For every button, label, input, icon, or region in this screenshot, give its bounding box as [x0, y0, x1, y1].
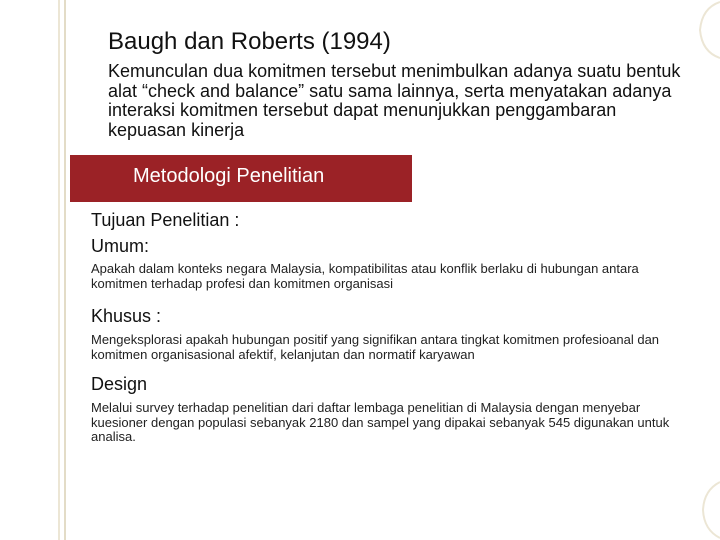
banner-title: Metodologi Penelitian — [133, 165, 325, 187]
border-line-inner — [64, 0, 66, 540]
umum-label: Umum: — [91, 236, 149, 256]
intro-paragraph: Kemunculan dua komitmen tersebut menimbulkan adanya suatu bentuk alat “check and balance” satu sama lainnya, serta menyatakan adanya interaksi komitmen tersebut dapat menunjukkan penggambaran kepuasan kinerja — [108, 61, 681, 140]
corner-ornament-bottom-right-icon — [694, 480, 720, 540]
border-line-outer — [58, 0, 60, 540]
section-banner — [70, 155, 412, 202]
design-text: Melalui survey terhadap penelitian dari daftar lembaga penelitian di Malaysia dengan menyebar kuesioner dengan populasi sebanyak 2180 dan sampel yang dipakai sebanyak 545 digunakan untuk analisa. — [91, 400, 670, 444]
slide-heading: Baugh dan Roberts (1994) — [108, 28, 391, 55]
corner-ornament-top-right-icon — [694, 0, 720, 60]
decorative-left-border — [58, 0, 70, 540]
design-label: Design — [91, 374, 148, 394]
tujuan-label: Tujuan Penelitian : — [91, 210, 240, 230]
khusus-text: Mengeksplorasi apakah hubungan positif yang signifikan antara tingkat komitmen profesioanal dan komitmen organisasional afektif, kelanjutan dan normatif karyawan — [91, 332, 660, 362]
umum-text: Apakah dalam konteks negara Malaysia, kompatibilitas atau konflik berlaku di hubungan antara komitmen terhadap profesi dan komitmen organisasi — [91, 261, 639, 291]
khusus-label: Khusus : — [91, 306, 162, 326]
